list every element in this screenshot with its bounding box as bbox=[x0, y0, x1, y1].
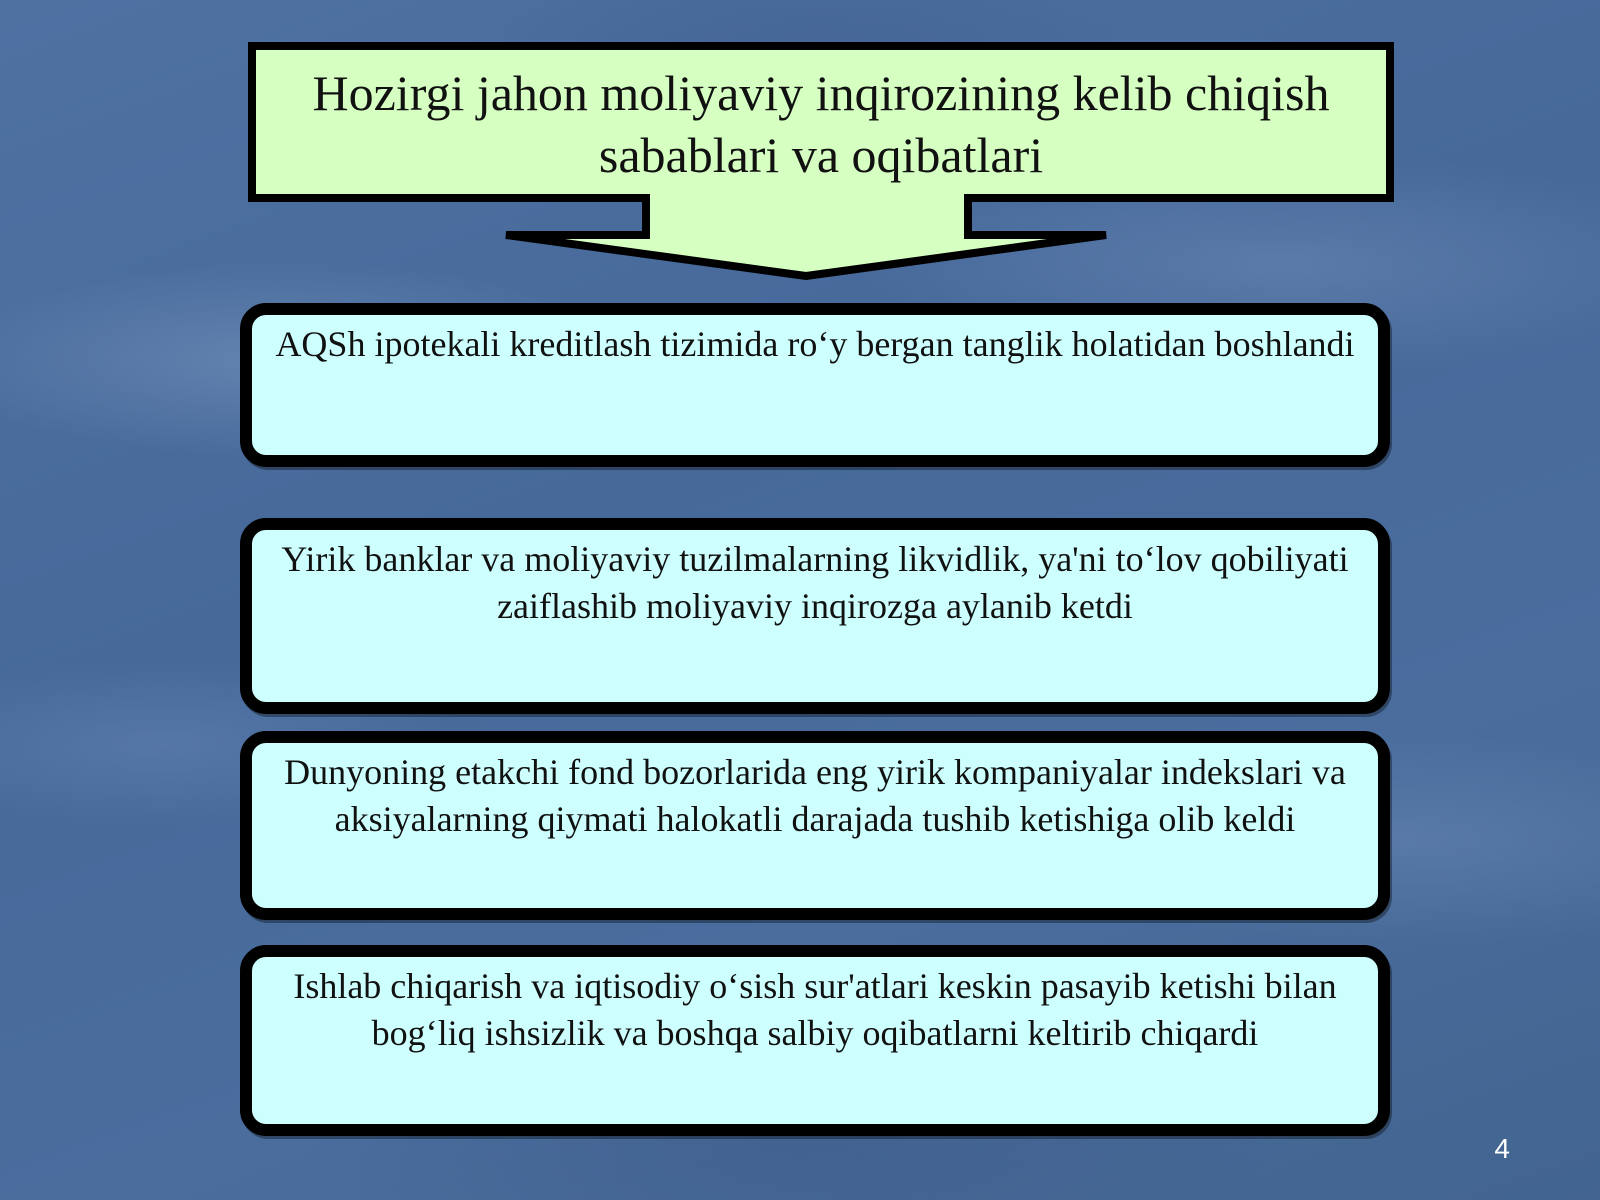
cause-box-2-text: Yirik banklar va moliyaviy tuzilmalarning likvidlik, ya'ni to‘lov qobiliyati zaiflashib moliyaviy inqirozga aylanib ketdi bbox=[281, 539, 1349, 626]
cause-box-1-text: AQSh ipotekali kreditlash tizimida ro‘y bergan tanglik holatidan boshlandi bbox=[275, 324, 1355, 364]
cause-box-3 bbox=[240, 731, 1390, 920]
slide-title: Hozirgi jahon moliyaviy inqirozining kelib chiqish sabablari va oqibatlari bbox=[312, 65, 1330, 183]
cause-box-3-text: Dunyoning etakchi fond bozorlarida eng yirik kompaniyalar indekslari va aksiyalarning qiymati halokatli darajada tushib ketishiga olib keldi bbox=[284, 752, 1346, 839]
cause-box-4 bbox=[240, 945, 1390, 1136]
cause-box-4-text: Ishlab chiqarish va iqtisodiy o‘sish sur'atlari keskin pasayib ketishi bilan bog‘liq ishsizlik va boshqa salbiy oqibatlarni keltirib chiqardi bbox=[293, 966, 1337, 1053]
cause-box-2 bbox=[240, 518, 1390, 714]
page-number: 4 bbox=[1494, 1133, 1510, 1164]
cause-box-1 bbox=[240, 303, 1390, 467]
